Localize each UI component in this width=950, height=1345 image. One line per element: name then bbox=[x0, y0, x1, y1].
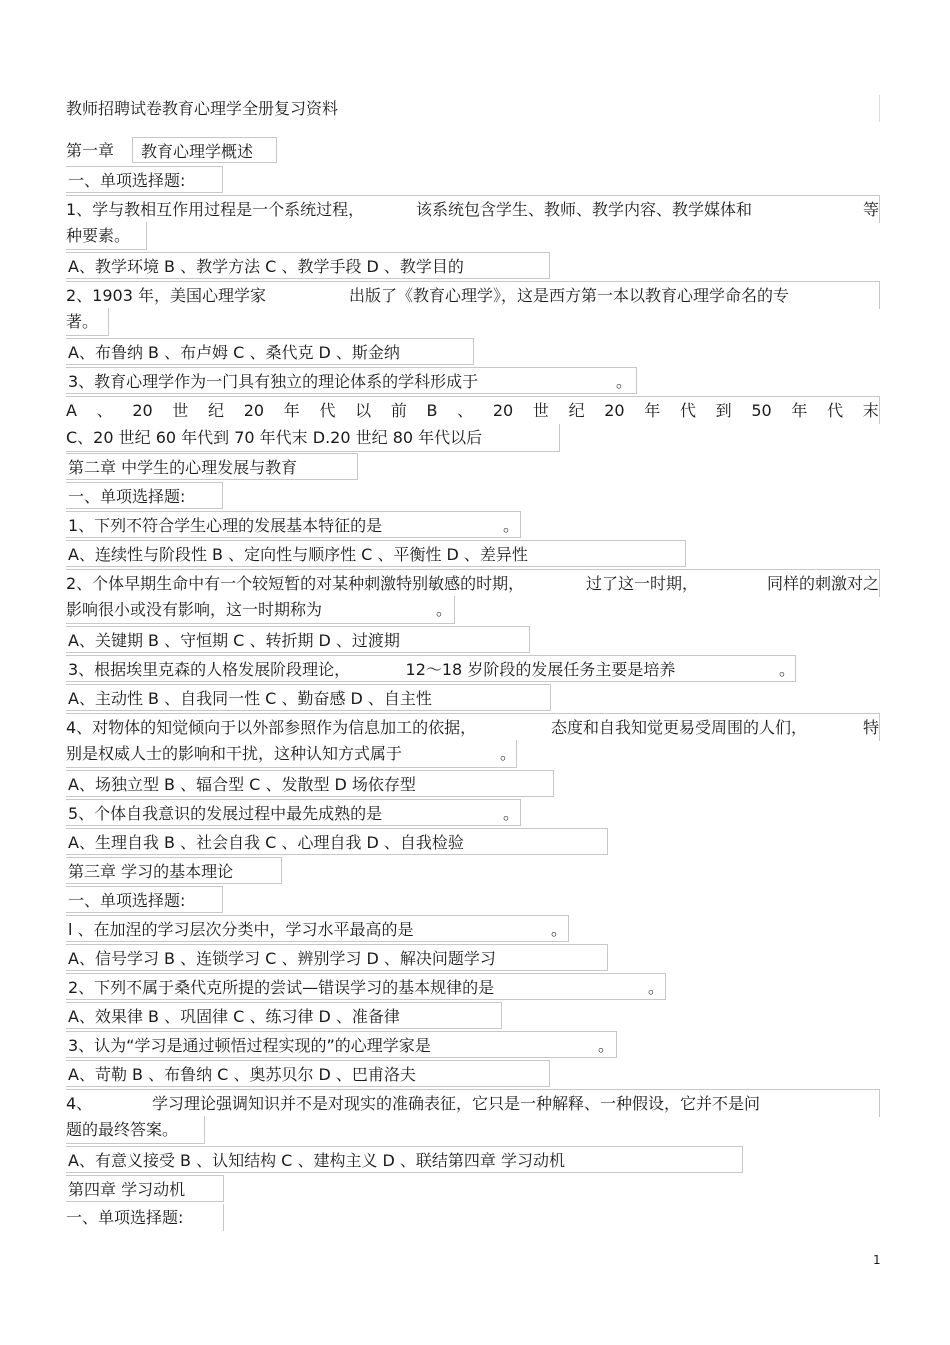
ch2-q1-options: A、连续性与阶段性 B 、定向性与顺序性 C 、平衡性 D 、差异性 bbox=[66, 540, 686, 567]
ch2-q4-line1: 4、对物体的知觉倾向于以外部参照作为信息加工的依据， 态度和自我知觉更易受周围的人们， 特 bbox=[66, 713, 880, 741]
ch1-q1-options: A、教学环境 B 、教学方法 C 、教学手段 D 、教学目的 bbox=[66, 252, 550, 279]
ch2-q2-line1: 2、个体早期生命中有一个较短暂的对某种刺激特别敏感的时期， 过了这一时期， 同样的刺激对之 bbox=[66, 569, 880, 597]
ch2-section-heading: 一、单项选择题: bbox=[66, 482, 223, 509]
chapter-2-title: 第二章 中学生的心理发展与教育 bbox=[66, 453, 358, 480]
ch2-q4-line2: 别是权威人士的影响和干扰，这种认知方式属于 。 bbox=[66, 740, 517, 768]
chapter-1-label: 第一章 bbox=[66, 141, 115, 160]
ch2-q2-options: A、关键期 B 、守恒期 C 、转折期 D 、过渡期 bbox=[66, 626, 530, 653]
ch3-section-heading: 一、单项选择题: bbox=[66, 886, 223, 913]
page-number: 1 bbox=[873, 1253, 881, 1267]
ch2-q5-stem: 5、个体自我意识的发展过程中最先成熟的是 。 bbox=[66, 799, 521, 826]
ch2-q3-stem: 3、根据埃里克森的人格发展阶段理论， 12～18 岁阶段的发展任务主要是培养 。 bbox=[66, 655, 796, 682]
ch2-q2-line2: 影响很小或没有影响，这一时期称为 。 bbox=[66, 596, 455, 624]
chapter-3-title: 第三章 学习的基本理论 bbox=[66, 857, 282, 884]
ch3-q4-options: A、有意义接受 B 、认知结构 C 、建构主义 D 、联结第四章 学习动机 bbox=[66, 1146, 743, 1173]
ch1-q2-line2: 著。 bbox=[66, 308, 109, 336]
ch3-q1-options: A、信号学习 B 、连锁学习 C 、辨别学习 D 、解决问题学习 bbox=[66, 944, 608, 971]
ch3-q2-stem: 2、下列不属于桑代克所提的尝试—错误学习的基本规律的是 。 bbox=[66, 973, 666, 1000]
ch3-q4-line2: 题的最终答案。 bbox=[66, 1116, 205, 1144]
ch1-q3-options-line2: C、20 世纪 60 年代到 70 年代末 D.20 世纪 80 年代以后 bbox=[66, 424, 560, 452]
ch1-section-heading: 一、单项选择题: bbox=[66, 166, 223, 193]
ch2-q4-options: A、场独立型 B 、辐合型 C 、发散型 D 场依存型 bbox=[66, 770, 554, 797]
ch1-q3-stem: 3、教育心理学作为一门具有独立的理论体系的学科形成于 。 bbox=[66, 367, 637, 394]
chapter-4-title: 第四章 学习动机 bbox=[66, 1175, 224, 1202]
ch3-q4-line1: 4、 学习理论强调知识并不是对现实的准确表征，它只是一种解释、一种假设，它并不是问 bbox=[66, 1089, 880, 1117]
ch1-q1-line1: 1、学与教相互作用过程是一个系统过程， 该系统包含学生、教师、教学内容、教学媒体和 等 bbox=[66, 195, 880, 223]
document-title: 教师招聘试卷教育心理学全册复习资料 bbox=[66, 95, 880, 122]
ch3-q2-options: A、效果律 B 、巩固律 C 、练习律 D 、准备律 bbox=[66, 1002, 502, 1029]
ch1-q3-options-line1: A 、 20 世 纪 20 年 代 以 前 B 、 20 世 纪 20 年 代 到 50 年 代 末 bbox=[66, 396, 880, 424]
ch2-q5-options: A、生理自我 B 、社会自我 C 、心理自我 D 、自我检验 bbox=[66, 828, 608, 855]
ch1-q2-options: A、布鲁纳 B 、布卢姆 C 、桑代克 D 、斯金纳 bbox=[66, 338, 474, 365]
ch3-q1-stem: l 、在加涅的学习层次分类中，学习水平最高的是 。 bbox=[66, 915, 569, 942]
ch4-section-heading: 一、单项选择题: bbox=[66, 1204, 224, 1231]
chapter-1-title: 教育心理学概述 bbox=[132, 137, 277, 163]
ch3-q3-options: A、苛勒 B 、布鲁纳 C 、奥苏贝尔 D 、巴甫洛夫 bbox=[66, 1060, 550, 1087]
ch1-q2-line1: 2、1903 年，美国心理学家 出版了《教育心理学》，这是西方第一本以教育心理学命名的专 bbox=[66, 281, 880, 309]
ch3-q3-stem: 3、认为“学习是通过顿悟过程实现的”的心理学家是 。 bbox=[66, 1031, 617, 1058]
ch1-q1-line2: 种要素。 bbox=[66, 222, 147, 250]
ch2-q3-options: A、主动性 B 、自我同一性 C 、勤奋感 D 、自主性 bbox=[66, 684, 551, 711]
ch2-q1-stem: 1、下列不符合学生心理的发展基本特征的是 。 bbox=[66, 511, 521, 538]
